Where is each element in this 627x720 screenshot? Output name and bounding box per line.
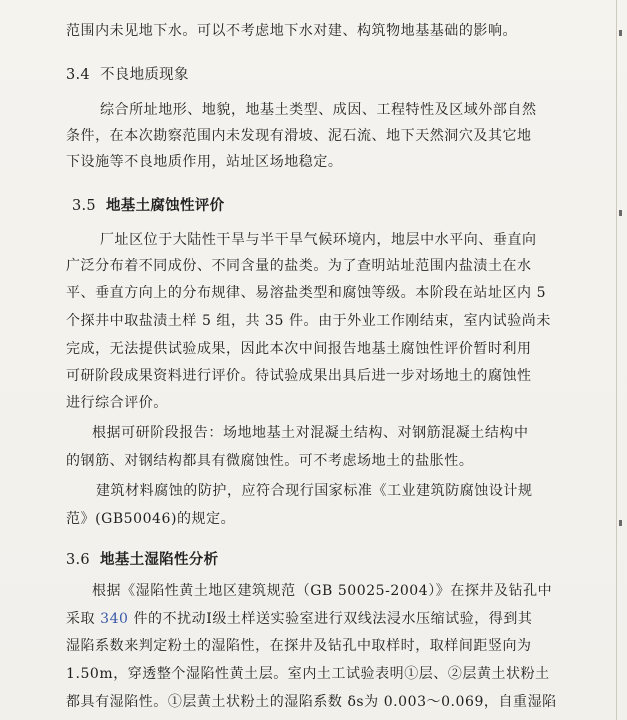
paragraph-line: 条件，在本次勘察范围内未发现有滑坡、泥石流、地下天然洞穴及其它地: [66, 128, 532, 144]
paragraph-line: 下设施等不良地质作用，站址区场地稳定。: [66, 154, 343, 170]
paragraph-line: 进行综合评价。: [66, 395, 168, 411]
section-heading-3-5: [72, 197, 224, 215]
paragraph-line: 完成，无法提供试验成果，因此本次中间报告地基土腐蚀性评价暂时利用: [66, 341, 532, 357]
section-number: 3.4: [66, 67, 90, 83]
paragraph-line: 范》(GB50046)的规定。: [66, 511, 236, 527]
text-span: 采取: [66, 611, 101, 627]
section-heading-3-6: [66, 551, 218, 569]
paragraph-line: 都具有湿陷性。①层黄土状粉土的湿陷系数 δs为 0.003～0.069，自重湿陷: [66, 694, 557, 710]
section-number: 3.6: [66, 552, 90, 568]
paragraph-line: 广泛分布着不同成份、不同含量的盐类。为了查明站址范围内盐渍土在水: [66, 258, 532, 274]
paragraph-line: 的钢筋、对钢结构都具有微腐蚀性。可不考虑场地土的盐胀性。: [66, 453, 474, 469]
scan-mark: [619, 30, 622, 36]
paragraph-line: 湿陷系数来判定粉土的湿陷性，在探井及钻孔中取样时，取样间距竖向为: [66, 638, 532, 654]
scan-mark: [619, 210, 622, 216]
paragraph-line: 根据可研阶段报告：场地地基土对混凝土结构、对钢筋混凝土结构中: [92, 425, 529, 441]
page-edge-line: [616, 0, 617, 720]
section-number: 3.5: [72, 198, 96, 214]
paragraph-line: 个探井中取盐渍土样 5 组，共 35 件。由于外业工作刚结束，室内试验尚未: [66, 313, 551, 329]
paragraph-line: 综合所址地形、地貌，地基土类型、成因、工程特性及区域外部自然: [100, 102, 537, 118]
paragraph-line: 平、垂直方向上的分布规律、易溶盐类型和腐蚀等级。本阶段在站址区内 5: [66, 285, 547, 301]
section-title: 地基土湿陷性分析: [99, 551, 219, 568]
paragraph-line: 1.50m，穿透整个湿陷性黄土层。室内土工试验表明①层、②层黄土状粉土: [66, 666, 550, 682]
paragraph-line: [66, 610, 532, 628]
paragraph-line: 厂址区位于大陆性干旱与半干旱气候环境内，地层中水平向、垂直向: [100, 232, 537, 248]
section-title: 不良地质现象: [99, 67, 189, 83]
paragraph-line: 根据《湿陷性黄土地区建筑规范（GB 50025-2004）》在探井及钻孔中: [92, 583, 553, 599]
paragraph-line: 范围内未见地下水。可以不考虑地下水对建、构筑物地基基础的影响。: [66, 23, 518, 39]
paragraph-line: 可研阶段成果资料进行评价。待试验成果出具后进一步对场地土的腐蚀性: [66, 368, 532, 384]
paragraph-line: 建筑材料腐蚀的防护，应符合现行国家标准《工业建筑防腐蚀设计规: [96, 483, 533, 499]
sample-count: 340: [100, 611, 129, 627]
section-title: 地基土腐蚀性评价: [105, 197, 225, 214]
scan-mark: [619, 520, 622, 526]
text-span: 件的不扰动Ⅰ级土样送实验室进行双线法浸水压缩试验，得到其: [128, 611, 533, 627]
section-heading-3-4: [66, 66, 189, 84]
